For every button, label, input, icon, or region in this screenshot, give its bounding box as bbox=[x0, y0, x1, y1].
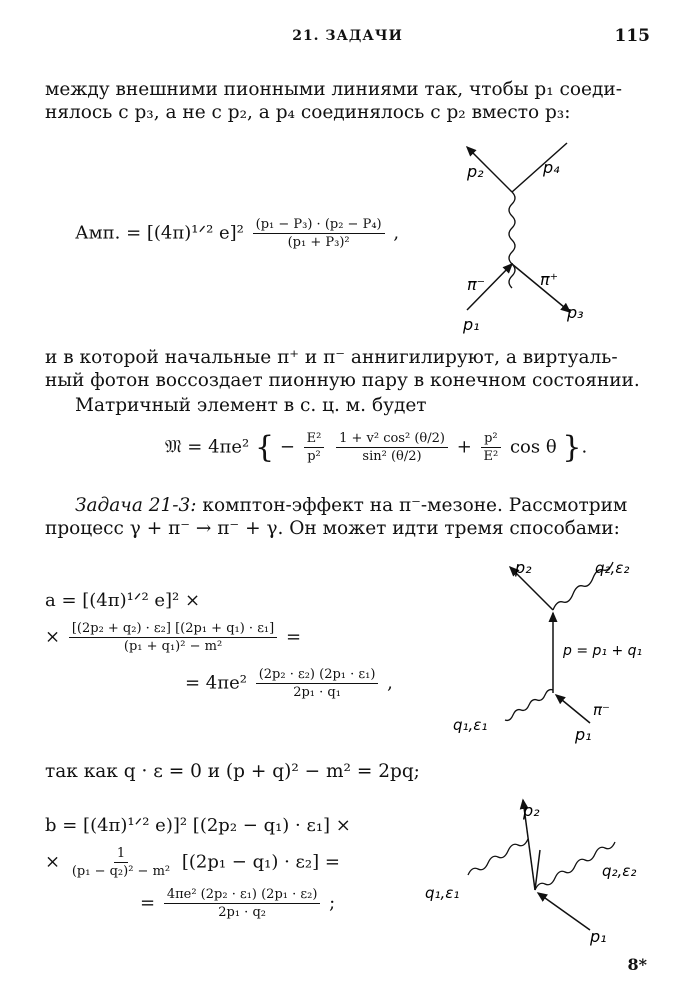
annihilation-line-2: ный фотон воссоздает пионную пару в конечном состоянии. bbox=[45, 370, 640, 391]
equation-b-frac-1-num: 1 bbox=[114, 845, 128, 863]
matrix-frac-1-num: E² bbox=[304, 430, 325, 448]
equation-a-line-1: a = [(4π)¹ᐟ² e]² × bbox=[45, 590, 201, 611]
problem-label: Задача 21-3: bbox=[75, 495, 197, 516]
problem-line-2: процесс γ + π⁻ → π⁻ + γ. Он может идти тремя способами: bbox=[45, 518, 620, 539]
equation-b-fraction-1 bbox=[69, 845, 173, 880]
equation-a-line-2 bbox=[45, 620, 301, 655]
equation-a-times: × bbox=[45, 626, 61, 648]
matrix-lhs: 𝔐 = 4πe² bbox=[165, 436, 250, 458]
equation-b-times: × bbox=[45, 851, 61, 873]
page-number: 115 bbox=[614, 26, 650, 46]
amplitude-lhs: Амп. = [(4π)¹ᐟ² e]² bbox=[75, 222, 244, 244]
matrix-frac-1-den: p² bbox=[307, 449, 321, 464]
matrix-frac-1 bbox=[304, 430, 325, 465]
label-q2-eps2: q₂,ε₂ bbox=[595, 559, 630, 577]
problem-line-1-text: комптон-эффект на π⁻-мезоне. Рассмотрим bbox=[202, 495, 628, 516]
matrix-frac-2-den: sin² (θ/2) bbox=[362, 449, 422, 464]
plus-sign: + bbox=[456, 436, 472, 458]
label-p-sum: p = p₁ + q₁ bbox=[563, 643, 643, 659]
equation-a-prefactor: = 4πe² bbox=[185, 672, 247, 694]
intro-line-1: между внешними пионными линиями так, чтобы p₁ соеди- bbox=[45, 79, 622, 100]
equation-a-frac-2-den: 2p₁ · q₁ bbox=[293, 685, 341, 700]
photon-propagator bbox=[509, 192, 515, 288]
minus-sign: − bbox=[279, 436, 295, 458]
equation-a-frac-2-num: (2p₂ · ε₂) (2p₁ · ε₁) bbox=[256, 666, 379, 684]
feynman-diagram-annihilation bbox=[455, 135, 605, 335]
annihilation-line-1: и в которой начальные π⁺ и π⁻ аннигилируют, а виртуаль- bbox=[45, 347, 618, 368]
amplitude-equation bbox=[75, 216, 399, 251]
line-p1 bbox=[538, 893, 590, 930]
left-brace: { bbox=[254, 430, 275, 465]
label-q1-eps1: q₁,ε₁ bbox=[453, 716, 488, 734]
equation-b-fraction-2 bbox=[164, 886, 321, 921]
matrix-frac-3-den: E² bbox=[483, 449, 499, 464]
label-pi-minus: π⁻ bbox=[593, 701, 610, 719]
label-p2: p₂ bbox=[467, 162, 484, 181]
matrix-end: . bbox=[581, 436, 588, 458]
condition-line: так как q · ε = 0 и (p + q)² − m² = 2pq; bbox=[45, 761, 420, 782]
amplitude-numerator: (p₁ − P₃) · (p₂ − P₄) bbox=[253, 216, 385, 234]
annihilation-line-3: Матричный элемент в с. ц. м. будет bbox=[75, 395, 427, 416]
intro-paragraph bbox=[45, 78, 655, 124]
label-p1: p₁ bbox=[575, 725, 592, 744]
intro-line-2: нялось с p₃, а не с p₂, а p₄ соединялось с p₂ вместо p₃: bbox=[45, 102, 571, 123]
equation-b-equals: = bbox=[140, 892, 156, 914]
amplitude-denominator: (p₁ + P₃)² bbox=[287, 235, 350, 250]
label-p4: p₄ bbox=[543, 158, 560, 177]
label-p2: p₂ bbox=[523, 801, 540, 820]
problem-paragraph bbox=[45, 494, 655, 540]
feynman-diagram-compton-b bbox=[420, 790, 660, 955]
line-p1 bbox=[556, 695, 590, 723]
label-p1: p₁ bbox=[590, 927, 607, 946]
equation-a-comma: , bbox=[387, 672, 393, 694]
equation-b-line-2 bbox=[45, 845, 340, 880]
equation-a-fraction-2 bbox=[256, 666, 379, 701]
photon-q1 bbox=[505, 690, 553, 721]
annihilation-paragraph bbox=[45, 346, 655, 417]
equation-a-frac-1-den: (p₁ + q₁)² − m² bbox=[123, 639, 223, 654]
running-header: 21. ЗАДАЧИ bbox=[292, 28, 403, 44]
equation-b-line-3 bbox=[140, 886, 335, 921]
amplitude-tail: , bbox=[393, 222, 400, 244]
matrix-frac-3-num: p² bbox=[481, 430, 501, 448]
label-p2: p₂ bbox=[515, 558, 532, 577]
matrix-frac-2-num: 1 + v² cos² (θ/2) bbox=[336, 430, 448, 448]
photon-q1 bbox=[468, 839, 528, 875]
problem-line-1 bbox=[45, 494, 655, 517]
feynman-diagram-compton-a bbox=[445, 555, 660, 750]
equation-b-frac-1-den: (p₁ − q₂)² − m² bbox=[71, 864, 171, 879]
matrix-frac-2 bbox=[336, 430, 448, 465]
equation-b-tail: [(2p₁ − q₁) · ε₂] = bbox=[181, 851, 340, 873]
equation-a-frac-1-num: [(2p₂ + q₂) · ε₂] [(2p₁ + q₁) · ε₁] bbox=[69, 620, 277, 638]
label-q1-eps1: q₁,ε₁ bbox=[425, 884, 460, 902]
label-q2-eps2: q₂,ε₂ bbox=[602, 862, 637, 880]
label-pi-minus: π⁻ bbox=[467, 275, 486, 294]
equation-b-frac-2-den: 2p₁ · q₂ bbox=[218, 905, 266, 920]
equation-b-semicolon: ; bbox=[329, 892, 336, 914]
label-p3: p₃ bbox=[567, 303, 584, 322]
equation-a-equals: = bbox=[285, 626, 302, 648]
matrix-cos: cos θ bbox=[509, 436, 557, 458]
equation-a-line-3 bbox=[185, 666, 393, 701]
signature-mark: 8* bbox=[627, 955, 647, 974]
equation-b-frac-2-num: 4πe² (2p₂ · ε₁) (2p₁ · ε₂) bbox=[164, 886, 321, 904]
label-p1: p₁ bbox=[463, 315, 480, 334]
matrix-element-equation bbox=[165, 430, 587, 465]
matrix-frac-3 bbox=[481, 430, 502, 465]
equation-a-fraction-1 bbox=[69, 620, 277, 655]
label-pi-plus: π⁺ bbox=[540, 270, 559, 289]
right-brace: } bbox=[562, 430, 582, 465]
equation-b-line-1: b = [(4π)¹ᐟ² e)]² [(2p₂ − q₁) · ε₁] × bbox=[45, 815, 351, 836]
amplitude-fraction bbox=[253, 216, 385, 251]
